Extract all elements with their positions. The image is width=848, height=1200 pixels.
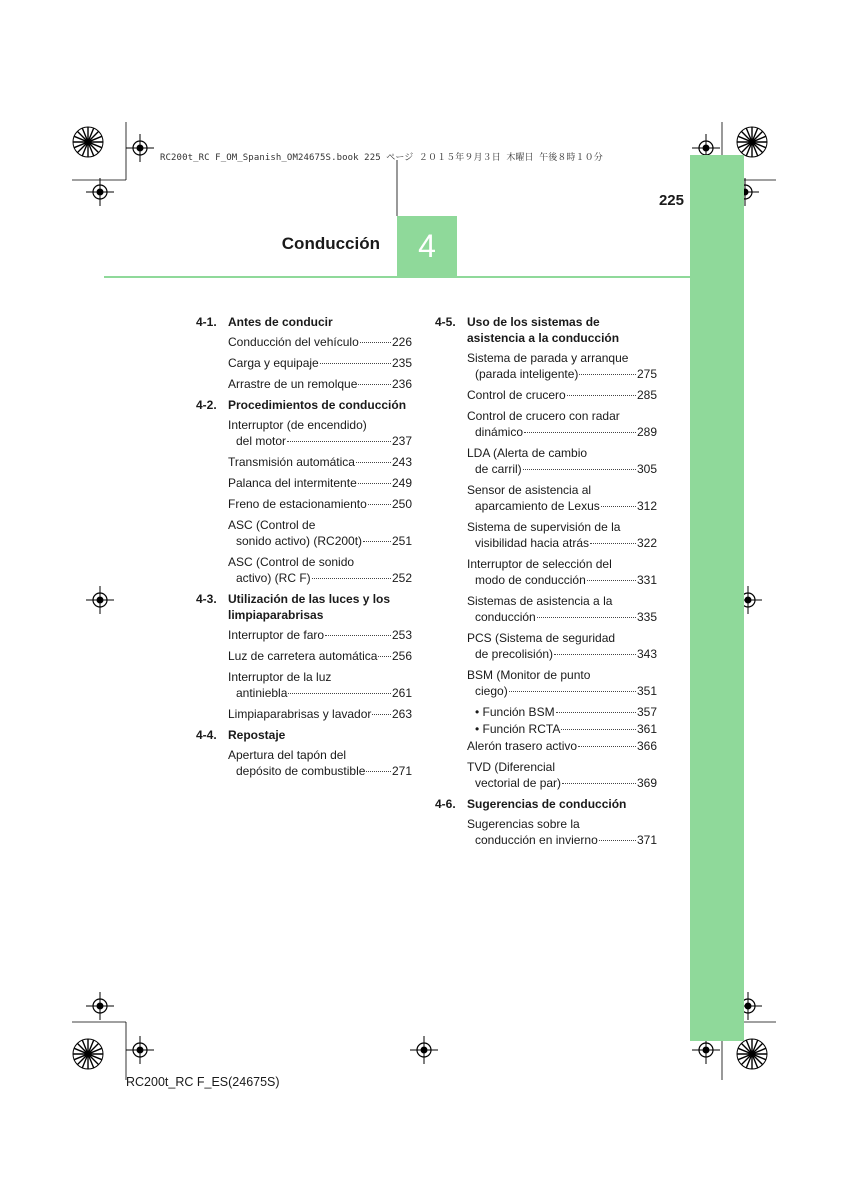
entry-title-line: Interruptor de selección del: [467, 557, 612, 571]
entry-line: [467, 387, 657, 403]
chapter-number-box: 4: [397, 216, 457, 276]
toc-entry[interactable]: [467, 408, 657, 440]
entry-page-number: 263: [391, 707, 412, 721]
entry-line: [467, 498, 657, 514]
entry-title: antiniebla: [236, 686, 288, 700]
entry-title-line: Apertura del tapón del: [228, 748, 347, 762]
toc-entry[interactable]: [228, 334, 412, 350]
page-number: 225: [658, 192, 684, 209]
star-target-icon: [73, 1039, 103, 1069]
section-title: Uso de los sistemas de asistencia a la conducción: [467, 315, 620, 345]
entry-line: [228, 355, 412, 371]
entry-line: [467, 832, 657, 848]
toc-entry[interactable]: [467, 556, 657, 588]
dot-leader: [509, 691, 636, 692]
toc-subentry[interactable]: [475, 704, 657, 720]
dot-leader: [368, 504, 391, 505]
entry-title: Limpiaparabrisas y lavador: [228, 707, 372, 721]
dot-leader: [363, 541, 391, 542]
entry-page-number: 271: [391, 764, 412, 778]
entry-title-line: Sugerencias sobre la: [467, 817, 580, 831]
toc-section: [196, 314, 412, 392]
dot-leader: [587, 580, 636, 581]
toc-entry[interactable]: [228, 475, 412, 491]
entry-title: (parada inteligente): [475, 367, 579, 381]
dot-leader: [358, 483, 391, 484]
entry-line: [228, 475, 412, 491]
section-heading: [435, 314, 657, 346]
entry-title-line: BSM (Monitor de punto: [467, 668, 591, 682]
entry-title: Luz de carretera automática: [228, 649, 378, 663]
dot-leader: [562, 783, 636, 784]
entry-page-number: 312: [636, 499, 657, 513]
entry-title-line: Interruptor de la luz: [228, 670, 332, 684]
toc-entry[interactable]: [228, 627, 412, 643]
entry-page-number: 371: [636, 833, 657, 847]
toc-entry[interactable]: [467, 816, 657, 848]
dot-leader: [320, 363, 391, 364]
toc-entry[interactable]: [467, 667, 657, 699]
section-heading: [196, 397, 412, 413]
entry-line: [467, 646, 657, 662]
entry-title: de precolisión): [475, 647, 554, 661]
entry-line: [467, 683, 657, 699]
entry-title: Freno de estacionamiento: [228, 497, 367, 511]
dot-leader: [372, 714, 391, 715]
entry-title: Control de crucero: [467, 388, 566, 402]
dot-leader: [360, 342, 391, 343]
toc-entry[interactable]: [228, 554, 412, 586]
entry-line: [467, 535, 657, 551]
entry-title-line: PCS (Sistema de seguridad: [467, 631, 616, 645]
toc-entry[interactable]: [228, 496, 412, 512]
entry-page-number: 235: [391, 356, 412, 370]
entry-page-number: 285: [636, 388, 657, 402]
entry-line: [467, 461, 657, 477]
star-target-icon: [737, 127, 767, 157]
toc-entry[interactable]: [467, 738, 657, 754]
entry-title-line: ASC (Control de: [228, 518, 316, 532]
section-title: Utilización de las luces y los limpiaparabrisas: [228, 592, 391, 622]
entry-title-line: Control de crucero con radar: [467, 409, 620, 423]
section-title: Procedimientos de conducción: [228, 398, 407, 412]
toc-entry[interactable]: [228, 747, 412, 779]
dot-leader: [312, 578, 391, 579]
dot-leader: [325, 635, 391, 636]
dot-leader: [554, 654, 636, 655]
entry-title-line: Sensor de asistencia al: [467, 483, 592, 497]
dot-leader: [366, 771, 391, 772]
star-target-icon: [737, 1039, 767, 1069]
entry-line: [467, 366, 657, 382]
star-target-icon: [73, 127, 103, 157]
dot-leader: [523, 469, 636, 470]
entry-page-number: 351: [636, 684, 657, 698]
toc-entry[interactable]: [467, 593, 657, 625]
dot-leader: [561, 729, 636, 730]
entry-title: dinámico: [475, 425, 524, 439]
dot-leader: [601, 506, 636, 507]
subentry-title: • Función BSM: [475, 705, 555, 719]
entry-title: Palanca del intermitente: [228, 476, 357, 490]
entry-title: de carril): [475, 462, 522, 476]
entry-line: [467, 775, 657, 791]
dot-leader: [537, 617, 636, 618]
toc-entry[interactable]: [467, 350, 657, 382]
toc-entry[interactable]: [228, 376, 412, 392]
entry-title: visibilidad hacia atrás: [475, 536, 590, 550]
entry-title-line: Sistemas de asistencia a la: [467, 594, 613, 608]
entry-title: depósito de combustible: [236, 764, 366, 778]
section-heading: [196, 591, 412, 623]
entry-page-number: 343: [636, 647, 657, 661]
toc-left-column: [196, 314, 412, 784]
entry-title: Alerón trasero activo: [467, 739, 578, 753]
subentry-page-number: 361: [636, 722, 657, 736]
print-header: RC200t_RC F_OM_Spanish_OM24675S.book 225 ページ ２０１５年９月３日 木曜日 午後８時１０分: [160, 153, 603, 163]
entry-title-line: Sistema de supervisión de la: [467, 520, 621, 534]
toc-section: [196, 397, 412, 586]
dot-leader: [599, 840, 636, 841]
toc-entry[interactable]: [228, 454, 412, 470]
dot-leader: [287, 441, 391, 442]
toc-section: [435, 314, 657, 791]
entry-page-number: 253: [391, 628, 412, 642]
entry-line: [228, 433, 412, 449]
dot-leader: [579, 374, 636, 375]
entry-line: [228, 334, 412, 350]
section-number: 4-6.: [435, 797, 456, 811]
section-number: 4-2.: [196, 398, 217, 412]
dot-leader: [524, 432, 636, 433]
dot-leader: [590, 543, 636, 544]
entry-title-line: LDA (Alerta de cambio: [467, 446, 588, 460]
entry-page-number: 275: [636, 367, 657, 381]
toc-entry[interactable]: [228, 669, 412, 701]
entry-title: sonido activo) (RC200t): [236, 534, 363, 548]
entry-page-number: 322: [636, 536, 657, 550]
entry-title: Transmisión automática: [228, 455, 355, 469]
entry-line: [467, 572, 657, 588]
entry-title: modo de conducción: [475, 573, 586, 587]
entry-page-number: 250: [391, 497, 412, 511]
entry-page-number: 237: [391, 434, 412, 448]
subentry-page-number: 357: [636, 705, 657, 719]
entry-title-line: TVD (Diferencial: [467, 760, 556, 774]
subentry-title: • Función RCTA: [475, 722, 561, 736]
chapter-side-tab: [690, 155, 744, 1041]
entry-title: Interruptor de faro: [228, 628, 325, 642]
toc-entry[interactable]: [467, 482, 657, 514]
entry-page-number: 251: [391, 534, 412, 548]
dot-leader: [378, 656, 391, 657]
entry-page-number: 335: [636, 610, 657, 624]
section-number: 4-3.: [196, 592, 217, 606]
toc-entry[interactable]: [467, 387, 657, 403]
entry-page-number: 236: [391, 377, 412, 391]
toc-entry[interactable]: [228, 355, 412, 371]
entry-page-number: 369: [636, 776, 657, 790]
entry-line: [228, 627, 412, 643]
entry-line: [228, 648, 412, 664]
dot-leader: [288, 693, 391, 694]
entry-line: [467, 609, 657, 625]
section-number: 4-4.: [196, 728, 217, 742]
dot-leader: [358, 384, 391, 385]
toc-entry[interactable]: [467, 759, 657, 791]
entry-title: Conducción del vehículo: [228, 335, 359, 349]
entry-title: conducción en invierno: [475, 833, 598, 847]
section-heading: [196, 314, 412, 330]
entry-line: [228, 706, 412, 722]
section-number: 4-1.: [196, 315, 217, 329]
entry-page-number: 226: [391, 335, 412, 349]
entry-line: [228, 570, 412, 586]
section-title: Repostaje: [228, 728, 286, 742]
toc-entry[interactable]: [228, 648, 412, 664]
entry-title-line: Interruptor (de encendido): [228, 418, 367, 432]
toc-entry[interactable]: [228, 517, 412, 549]
toc-right-column: [435, 314, 657, 853]
entry-title: del motor: [236, 434, 287, 448]
toc-entry[interactable]: [228, 706, 412, 722]
entry-title: ciego): [475, 684, 508, 698]
entry-page-number: 289: [636, 425, 657, 439]
entry-title: Carga y equipaje: [228, 356, 319, 370]
section-title: Sugerencias de conducción: [467, 797, 627, 811]
entry-page-number: 256: [391, 649, 412, 663]
dot-leader: [578, 746, 636, 747]
toc-entry[interactable]: [467, 445, 657, 477]
entry-line: [228, 685, 412, 701]
entry-page-number: 243: [391, 455, 412, 469]
toc-section: [435, 796, 657, 848]
entry-title-line: Sistema de parada y arranque: [467, 351, 629, 365]
entry-page-number: 305: [636, 462, 657, 476]
entry-line: [228, 763, 412, 779]
toc-entry[interactable]: [467, 630, 657, 662]
entry-title: aparcamiento de Lexus: [475, 499, 600, 513]
entry-title: vectorial de par): [475, 776, 562, 790]
dot-leader: [556, 712, 636, 713]
entry-page-number: 249: [391, 476, 412, 490]
section-heading: [196, 727, 412, 743]
entry-line: [228, 496, 412, 512]
toc-section: [196, 591, 412, 722]
section-title: Antes de conducir: [228, 315, 333, 329]
toc-section: [196, 727, 412, 779]
entry-line: [228, 533, 412, 549]
section-heading: [435, 796, 657, 812]
entry-title-line: ASC (Control de sonido: [228, 555, 355, 569]
entry-line: [228, 454, 412, 470]
entry-page-number: 366: [636, 739, 657, 753]
entry-line: [467, 738, 657, 754]
entry-line: [467, 424, 657, 440]
entry-page-number: 261: [391, 686, 412, 700]
entry-line: [228, 376, 412, 392]
entry-page-number: 252: [391, 571, 412, 585]
toc-entry[interactable]: [467, 519, 657, 551]
dot-leader: [567, 395, 636, 396]
chapter-title: Conducción: [281, 234, 380, 253]
chapter-rule: [104, 276, 690, 278]
dot-leader: [356, 462, 391, 463]
toc-entry[interactable]: [228, 417, 412, 449]
entry-page-number: 331: [636, 573, 657, 587]
entry-title: conducción: [475, 610, 536, 624]
toc-subentry[interactable]: [475, 721, 657, 737]
entry-title: activo) (RC F): [236, 571, 311, 585]
entry-title: Arrastre de un remolque: [228, 377, 358, 391]
section-number: 4-5.: [435, 315, 456, 329]
footer-code: RC200t_RC F_ES(24675S): [126, 1075, 280, 1089]
